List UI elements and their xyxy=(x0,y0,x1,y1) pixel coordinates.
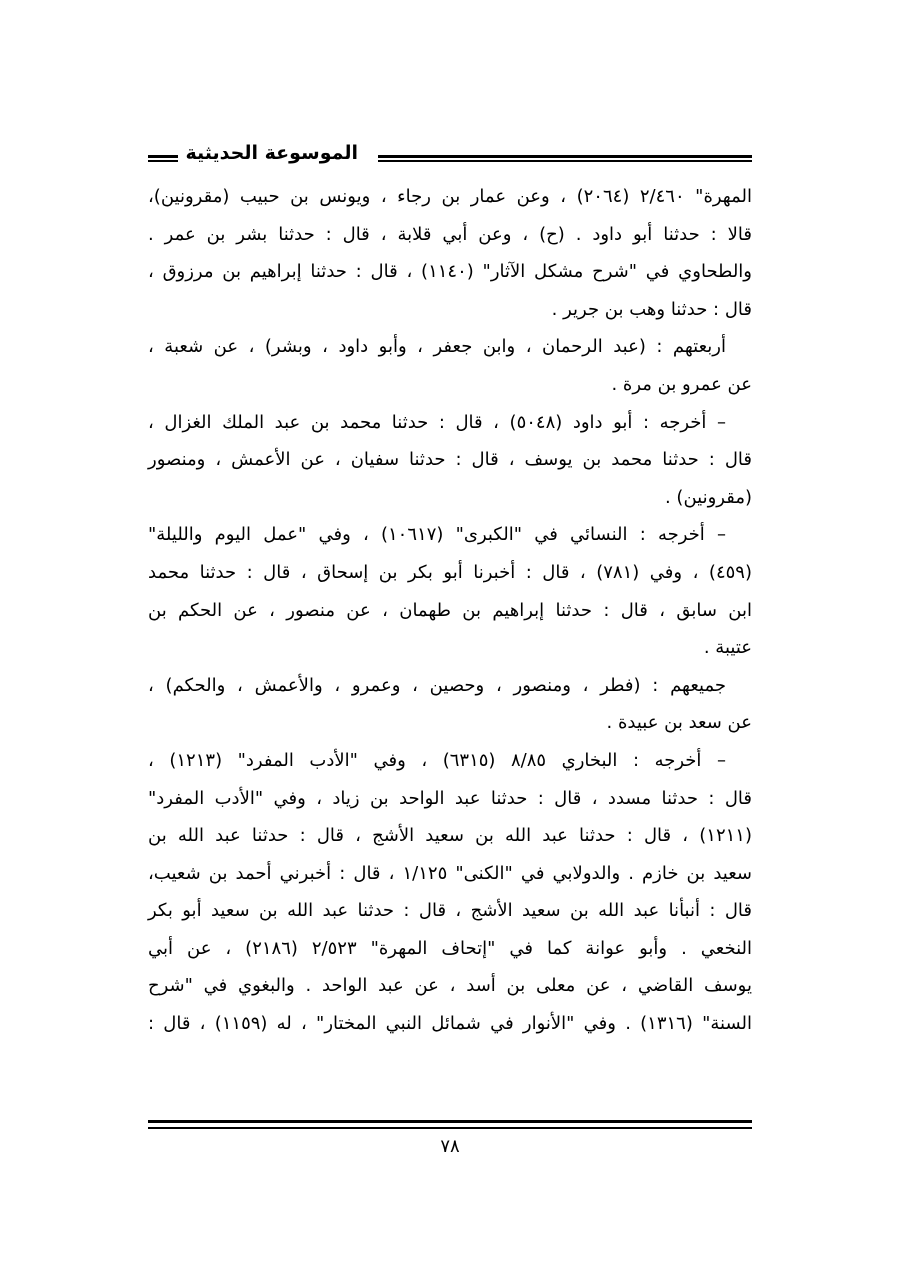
text-line: يوسف القاضي ، عن معلى بن أسد ، عن عبد الواحد . والبغوي في "شرح xyxy=(148,975,752,997)
text-line: (٤٥٩) ، وفي (٧٨١) ، قال : أخبرنا أبو بكر بن إسحاق ، قال : حدثنا محمد xyxy=(148,561,752,583)
text-line: عتيبة . xyxy=(703,637,752,659)
text-line: قالا : حدثنا أبو داود . (ح) ، وعن أبي قلابة ، قال : حدثنا بشر بن عمر . xyxy=(148,223,752,245)
text-line: – أخرجه : النسائي في "الكبرى" (١٠٦١٧) ، وفي "عمل اليوم والليلة" xyxy=(148,524,726,546)
text-line: – أخرجه : أبو داود (٥٠٤٨) ، قال : حدثنا محمد بن عبد الملك الغزال ، xyxy=(148,411,726,433)
text-line: جميعهم : (فطر ، ومنصور ، وحصين ، وعمرو ، والأعمش ، والحكم) ، xyxy=(148,674,726,696)
text-line: قال : أنبأنا عبد الله بن سعيد الأشج ، قال : حدثنا عبد الله بن سعيد أبو بكر xyxy=(148,900,752,922)
text-line: قال : حدثنا محمد بن يوسف ، قال : حدثنا سفيان ، عن الأعمش ، ومنصور xyxy=(148,449,752,471)
text-line: والطحاوي في "شرح مشكل الآثار" (١١٤٠) ، قال : حدثنا إبراهيم بن مرزوق ، xyxy=(148,261,753,283)
page-number: ٧٨ xyxy=(440,1136,460,1157)
text-line: (١٢١١) ، قال : حدثنا عبد الله بن سعيد الأشج ، قال : حدثنا عبد الله بن xyxy=(148,825,752,847)
footer-rule xyxy=(148,1120,752,1129)
text-line: قال : حدثنا وهب بن جرير . xyxy=(551,298,752,320)
text-line: المهرة" ٢/٤٦٠ (٢٠٦٤) ، وعن عمار بن رجاء ، ويونس بن حبيب (مقرونين)، xyxy=(148,186,752,207)
text-line: أربعتهم : (عبد الرحمان ، وابن جعفر ، وأبو داود ، وبشر) ، عن شعبة ، xyxy=(148,336,726,358)
text-line: عن سعد بن عبيدة . xyxy=(606,712,752,734)
text-line: سعيد بن خازم . والدولابي في "الكنى" ١/١٢٥ ، قال : أخبرني أحمد بن شعيب، xyxy=(148,862,752,884)
text-line: قال : حدثنا مسدد ، قال : حدثنا عبد الواحد بن زياد ، وفي "الأدب المفرد" xyxy=(148,787,752,809)
text-line: السنة" (١٣١٦) . وفي "الأنوار في شمائل النبي المختار" ، له (١١٥٩) ، قال : xyxy=(148,1013,752,1035)
header-rule-right xyxy=(378,155,752,162)
text-line: – أخرجه : البخاري ٨/٨٥ (٦٣١٥) ، وفي "الأدب المفرد" (١٢١٣) ، xyxy=(148,749,726,771)
text-line: (مقرونين) . xyxy=(664,486,752,508)
text-line: ابن سابق ، قال : حدثنا إبراهيم بن طهمان ، عن منصور ، عن الحكم بن xyxy=(148,599,752,621)
running-header xyxy=(148,140,752,176)
header-title: الموسوعة الحديثية xyxy=(178,142,367,164)
text-line: عن عمرو بن مرة . xyxy=(611,373,752,395)
text-line: النخعي . وأبو عوانة كما في "إتحاف المهرة" ٢/٥٢٣ (٢١٨٦) ، عن أبي xyxy=(148,937,752,959)
body-text xyxy=(148,178,752,1043)
